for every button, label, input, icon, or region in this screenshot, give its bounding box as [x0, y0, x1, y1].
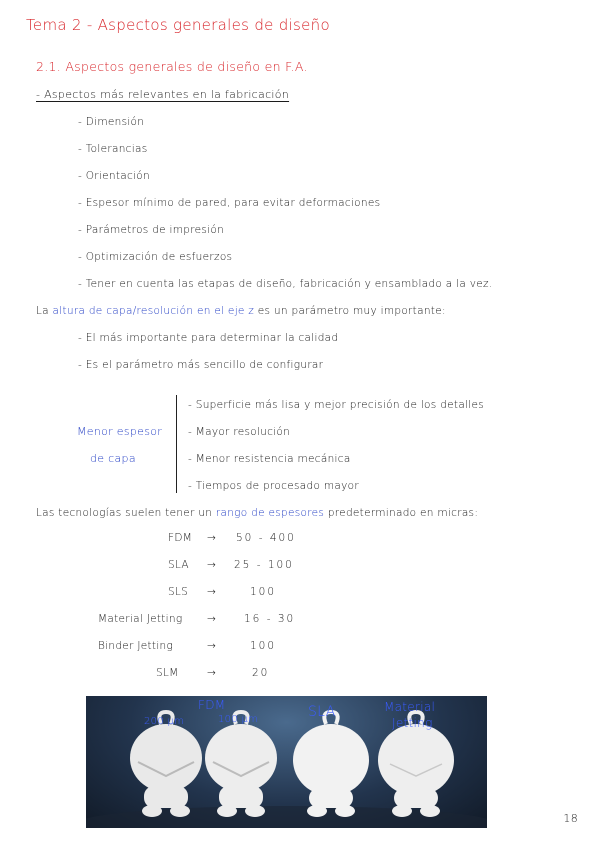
photo-label-mj-2: Jetting: [392, 716, 433, 730]
tech-range: 20: [252, 667, 270, 679]
tech-sentence: [36, 507, 478, 519]
thin-layer-label-line2: de capa: [90, 452, 136, 465]
list-item: - Tener en cuenta las etapas de diseño, fabricación y ensamblado a la vez.: [78, 278, 493, 290]
effect-item: - Tiempos de procesado mayor: [188, 480, 359, 492]
figurine-fdm-200: [130, 712, 202, 817]
photo-label-fdm-200: 200 µm: [144, 716, 185, 727]
effect-item: - Superficie más lisa y mejor precisión de los detalles: [188, 399, 485, 411]
list-item: - Optimización de esfuerzos: [78, 251, 233, 263]
effect-item: - Mayor resolución: [188, 426, 291, 438]
tech-range: 25 - 100: [234, 559, 294, 571]
tech-arrow: →: [207, 532, 217, 544]
tech-arrow: →: [207, 667, 217, 679]
list-item: - Dimensión: [78, 116, 145, 128]
tech-arrow: →: [207, 640, 217, 652]
page-number: 18: [563, 812, 578, 825]
figurines-photo: [86, 696, 487, 828]
tech-arrow: →: [207, 613, 217, 625]
layer-sentence-pre: La: [36, 305, 49, 317]
photo-label-mj-1: Material: [384, 700, 436, 714]
tech-range: 100: [250, 640, 277, 652]
list-item: - Parámetros de impresión: [78, 224, 225, 236]
tech-name: Binder Jetting: [98, 640, 174, 652]
tech-name: SLS: [168, 586, 189, 598]
tech-range: 16 - 30: [244, 613, 296, 625]
list-item: - Es el parámetro más sencillo de configurar: [78, 359, 324, 371]
layer-sentence-highlight: altura de capa/resolución en el eje z: [52, 305, 255, 317]
list-item: - Tolerancias: [78, 143, 148, 155]
photo-label-sla: SLA: [308, 704, 336, 720]
tech-range: 100: [250, 586, 277, 598]
tech-sentence-pre: Las tecnologías suelen tener un: [36, 507, 213, 519]
tech-name: Material Jetting: [98, 613, 183, 625]
figurine-fdm-100: [205, 712, 277, 817]
thin-layer-label-line1: Menor espesor: [77, 425, 163, 438]
page-title: Tema 2 - Aspectos generales de diseño: [26, 16, 330, 34]
tech-name: FDM: [168, 532, 193, 544]
list-item: - Espesor mínimo de pared, para evitar deformaciones: [78, 197, 381, 209]
section-subtitle: 2.1. Aspectos generales de diseño en F.A.: [36, 59, 308, 74]
photo-label-fdm-100: 100 µm: [218, 714, 259, 725]
tech-name: SLA: [168, 559, 189, 571]
tech-name: SLM: [156, 667, 179, 679]
figurine-sla: [293, 712, 369, 817]
tech-range: 50 - 400: [236, 532, 296, 544]
effect-item: - Menor resistencia mecánica: [188, 453, 351, 465]
tech-sentence-post: predeterminado en micras:: [327, 507, 479, 519]
list-item: - El más importante para determinar la calidad: [78, 332, 339, 344]
layer-sentence-post: es un parámetro muy importante:: [257, 305, 446, 317]
list-item: - Orientación: [78, 170, 150, 182]
brace: [176, 395, 185, 493]
photo-label-fdm: FDM: [198, 698, 226, 712]
tech-arrow: →: [207, 559, 217, 571]
layer-sentence: [36, 305, 446, 317]
tech-arrow: →: [207, 586, 217, 598]
tech-sentence-highlight: rango de espesores: [215, 507, 325, 519]
relevant-heading: - Aspectos más relevantes en la fabricación: [36, 88, 290, 101]
